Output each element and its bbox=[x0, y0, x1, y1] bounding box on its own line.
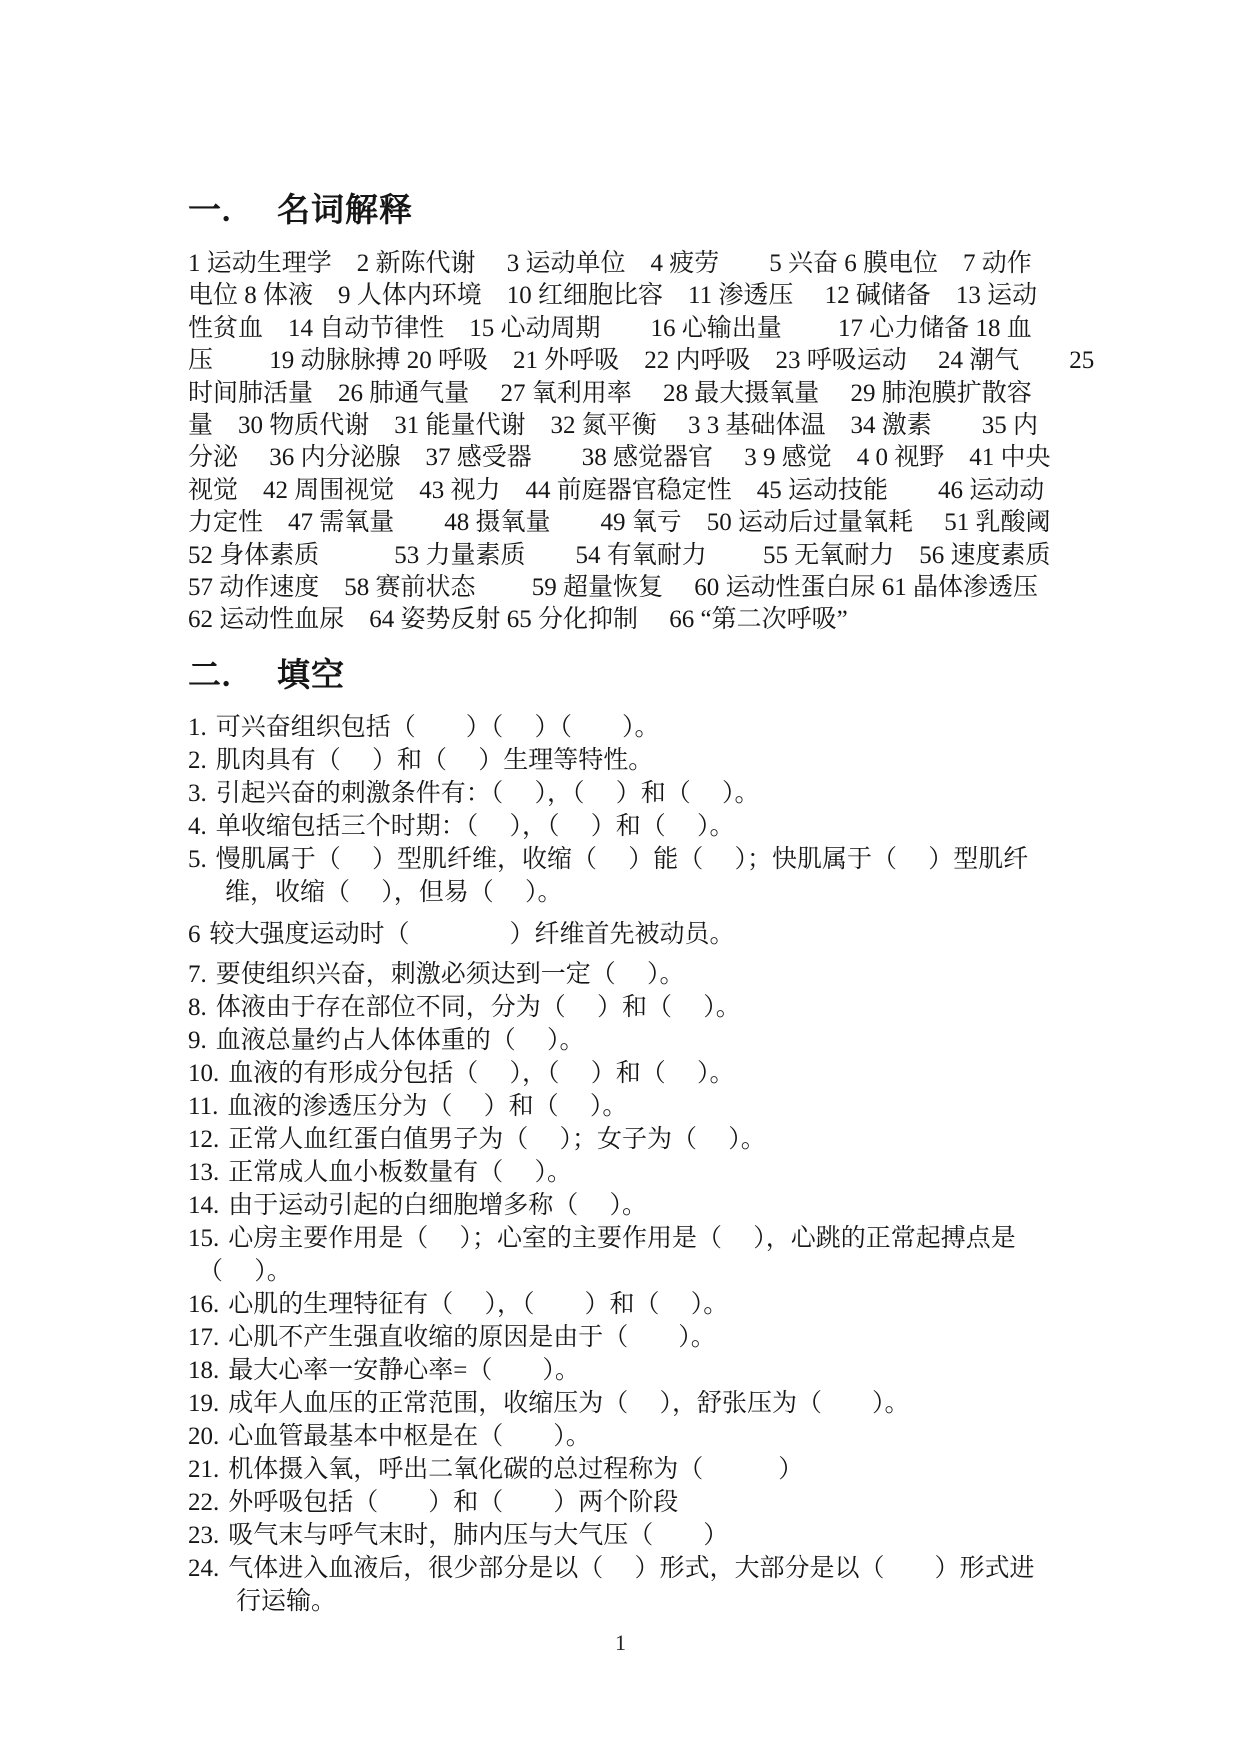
fill-item-number: 4. bbox=[188, 812, 207, 840]
fill-item-9 bbox=[188, 1024, 1091, 1057]
fill-item-text: 体液由于存在部位不同，分为（ ）和（ ）。 bbox=[215, 993, 741, 1021]
terms-line: 时间肺活量 26 肺通气量 27 氧利用率 28 最大摄氧量 29 肺泡膜扩散容 bbox=[188, 379, 1032, 407]
fill-item-number: 21. bbox=[188, 1455, 220, 1483]
fill-item-number: 15. bbox=[188, 1224, 220, 1252]
terms-heading-number: 一. bbox=[188, 193, 232, 229]
fill-item-number: 2. bbox=[188, 746, 207, 774]
fill-item-number: 22. bbox=[188, 1488, 220, 1516]
fill-item-6 bbox=[188, 918, 1091, 951]
fill-item-text: 心肌不产生强直收缩的原因是由于（ ）。 bbox=[228, 1323, 716, 1351]
fill-item-text: 较大强度运动时（ ）纤维首先被动员。 bbox=[209, 920, 735, 948]
fill-item-24 bbox=[188, 1552, 1091, 1585]
fill-item-number: 11. bbox=[188, 1092, 219, 1120]
fill-item-5-continuation: 维，收缩（ ），但易（ ）。 bbox=[225, 878, 563, 906]
fill-item-14 bbox=[188, 1189, 1091, 1222]
fill-item-number: 17. bbox=[188, 1323, 220, 1351]
fill-item-text: 成年人血压的正常范围，收缩压为（ ），舒张压为（ ）。 bbox=[228, 1389, 910, 1417]
fill-item-text: 引起兴奋的刺激条件有：（ ），（ ）和（ ）。 bbox=[215, 779, 760, 807]
fill-item-text: 正常人血红蛋白值男子为（ ）；女子为（ ）。 bbox=[228, 1125, 766, 1153]
fill-item-24-continuation: 行运输。 bbox=[236, 1587, 337, 1615]
fill-item-number: 18. bbox=[188, 1356, 220, 1384]
terms-line: 力定性 47 需氧量 48 摄氧量 49 氧亏 50 运动后过量氧耗 51 乳酸阈 bbox=[188, 509, 1051, 537]
fill-item-text: 肌肉具有（ ）和（ ）生理等特性。 bbox=[215, 746, 654, 774]
fill-item-number: 9. bbox=[188, 1026, 207, 1054]
fill-item-7 bbox=[188, 958, 1091, 991]
fill-item-17 bbox=[188, 1321, 1091, 1354]
fill-item-number: 8. bbox=[188, 993, 207, 1021]
fill-section-heading bbox=[188, 657, 1091, 695]
fill-item-number: 13. bbox=[188, 1158, 220, 1186]
fill-item-text: 可兴奋组织包括（ ）（ ）（ ）。 bbox=[215, 713, 660, 741]
fill-item-number: 10. bbox=[188, 1059, 220, 1087]
fill-item-number: 24. bbox=[188, 1554, 220, 1582]
fill-item-number: 3. bbox=[188, 779, 207, 807]
fill-item-number: 6 bbox=[188, 920, 201, 948]
fill-item-text: 血液的有形成分包括（ ），（ ）和（ ）。 bbox=[228, 1059, 735, 1087]
terms-line: 57 动作速度 58 赛前状态 59 超量恢复 60 运动性蛋白尿 61 晶体渗透压 bbox=[188, 574, 1039, 602]
terms-line: 压 19 动脉脉搏 20 呼吸 21 外呼吸 22 内呼吸 23 呼吸运动 24 潮气 25 bbox=[188, 347, 1095, 375]
terms-line: 分泌 36 内分泌腺 37 感受器 38 感觉器官 3 9 感觉 4 0 视野 41 中央 bbox=[188, 444, 1051, 472]
terms-line: 52 身体素质 53 力量素质 54 有氧耐力 55 无氧耐力 56 速度素质 bbox=[188, 541, 1051, 569]
fill-item-text: 由于运动引起的白细胞增多称（ ）。 bbox=[228, 1191, 648, 1219]
fill-item-text: 心房主要作用是（ ）；心室的主要作用是（ ），心跳的正常起搏点是 bbox=[228, 1224, 1016, 1252]
fill-item-23 bbox=[188, 1519, 1091, 1552]
fill-item-8 bbox=[188, 991, 1091, 1024]
terms-line: 量 30 物质代谢 31 能量代谢 32 氮平衡 3 3 基础体温 34 激素 35 内 bbox=[188, 412, 1039, 440]
fill-item-text: 血液的渗透压分为（ ）和（ ）。 bbox=[227, 1092, 628, 1120]
fill-item-2 bbox=[188, 744, 1091, 777]
fill-item-19 bbox=[188, 1387, 1091, 1420]
fill-item-13 bbox=[188, 1156, 1091, 1189]
fill-item-text: 吸气末与呼气末时，肺内压与大气压（ ） bbox=[228, 1521, 729, 1549]
terms-line: 62 运动性血尿 64 姿势反射 65 分化抑制 66 “第二次呼吸” bbox=[188, 606, 848, 634]
fill-list bbox=[188, 711, 1091, 1618]
fill-heading-number: 二. bbox=[188, 657, 232, 694]
fill-item-18 bbox=[188, 1354, 1091, 1387]
fill-item-12 bbox=[188, 1123, 1091, 1156]
fill-item-text: 血液总量约占人体体重的（ ）。 bbox=[215, 1026, 585, 1054]
fill-item-text: 机体摄入氧，呼出二氧化碳的总过程称为（ ） bbox=[228, 1455, 804, 1483]
fill-item-number: 19. bbox=[188, 1389, 220, 1417]
terms-paragraph bbox=[188, 248, 1095, 637]
fill-item-text: 正常成人血小板数量有（ ）。 bbox=[228, 1158, 573, 1186]
fill-item-4 bbox=[188, 810, 1091, 843]
terms-line: 1 运动生理学 2 新陈代谢 3 运动单位 4 疲劳 5 兴奋 6 膜电位 7 动作 bbox=[188, 250, 1032, 277]
fill-item-text: 最大心率一安静心率=（ ）。 bbox=[228, 1356, 580, 1384]
fill-item-22 bbox=[188, 1486, 1091, 1519]
terms-line: 视觉 42 周围视觉 43 视力 44 前庭器官稳定性 45 运动技能 46 运动动 bbox=[188, 476, 1045, 504]
terms-line: 电位 8 体液 9 人体内环境 10 红细胞比容 11 渗透压 12 碱储备 13 运动 bbox=[188, 282, 1038, 310]
fill-item-21 bbox=[188, 1453, 1091, 1486]
fill-item-1 bbox=[188, 711, 1091, 744]
fill-item-number: 14. bbox=[188, 1191, 220, 1219]
fill-item-text: 外呼吸包括（ ）和（ ）两个阶段 bbox=[228, 1488, 679, 1516]
fill-heading-title: 填空 bbox=[277, 657, 345, 694]
terms-section-heading bbox=[188, 192, 1091, 230]
fill-item-text: 心血管最基本中枢是在（ ）。 bbox=[228, 1422, 591, 1450]
fill-item-20 bbox=[188, 1420, 1091, 1453]
fill-item-15 bbox=[188, 1222, 1091, 1255]
terms-heading-title: 名词解释 bbox=[277, 193, 413, 229]
fill-item-text: 气体进入血液后，很少部分是以（ ）形式，大部分是以（ ）形式进 bbox=[228, 1554, 1035, 1582]
terms-line: 性贫血 14 自动节律性 15 心动周期 16 心输出量 17 心力储备 18 血 bbox=[188, 314, 1032, 342]
fill-item-16 bbox=[188, 1288, 1091, 1321]
fill-item-text: 心肌的生理特征有（ ），（ ）和（ ）。 bbox=[228, 1290, 729, 1318]
fill-item-10 bbox=[188, 1057, 1091, 1090]
fill-item-number: 20. bbox=[188, 1422, 220, 1450]
fill-item-number: 7. bbox=[188, 960, 207, 988]
fill-item-number: 1. bbox=[188, 713, 207, 741]
fill-item-text: 要使组织兴奋，刺激必须达到一定（ ）。 bbox=[215, 960, 685, 988]
fill-item-number: 16. bbox=[188, 1290, 220, 1318]
fill-item-5 bbox=[188, 843, 1091, 876]
fill-item-11 bbox=[188, 1090, 1091, 1123]
fill-item-number: 23. bbox=[188, 1521, 220, 1549]
fill-item-text: 单收缩包括三个时期：（ ），（ ）和（ ）。 bbox=[215, 812, 735, 840]
fill-item-number: 5. bbox=[188, 845, 207, 873]
fill-item-15-continuation: （ ）。 bbox=[198, 1257, 292, 1285]
page-number: 1 bbox=[615, 1630, 626, 1655]
fill-item-number: 12. bbox=[188, 1125, 220, 1153]
fill-item-text: 慢肌属于（ ）型肌纤维，收缩（ ）能（ ）；快肌属于（ ）型肌纤 bbox=[215, 845, 1029, 873]
fill-item-3 bbox=[188, 777, 1091, 810]
